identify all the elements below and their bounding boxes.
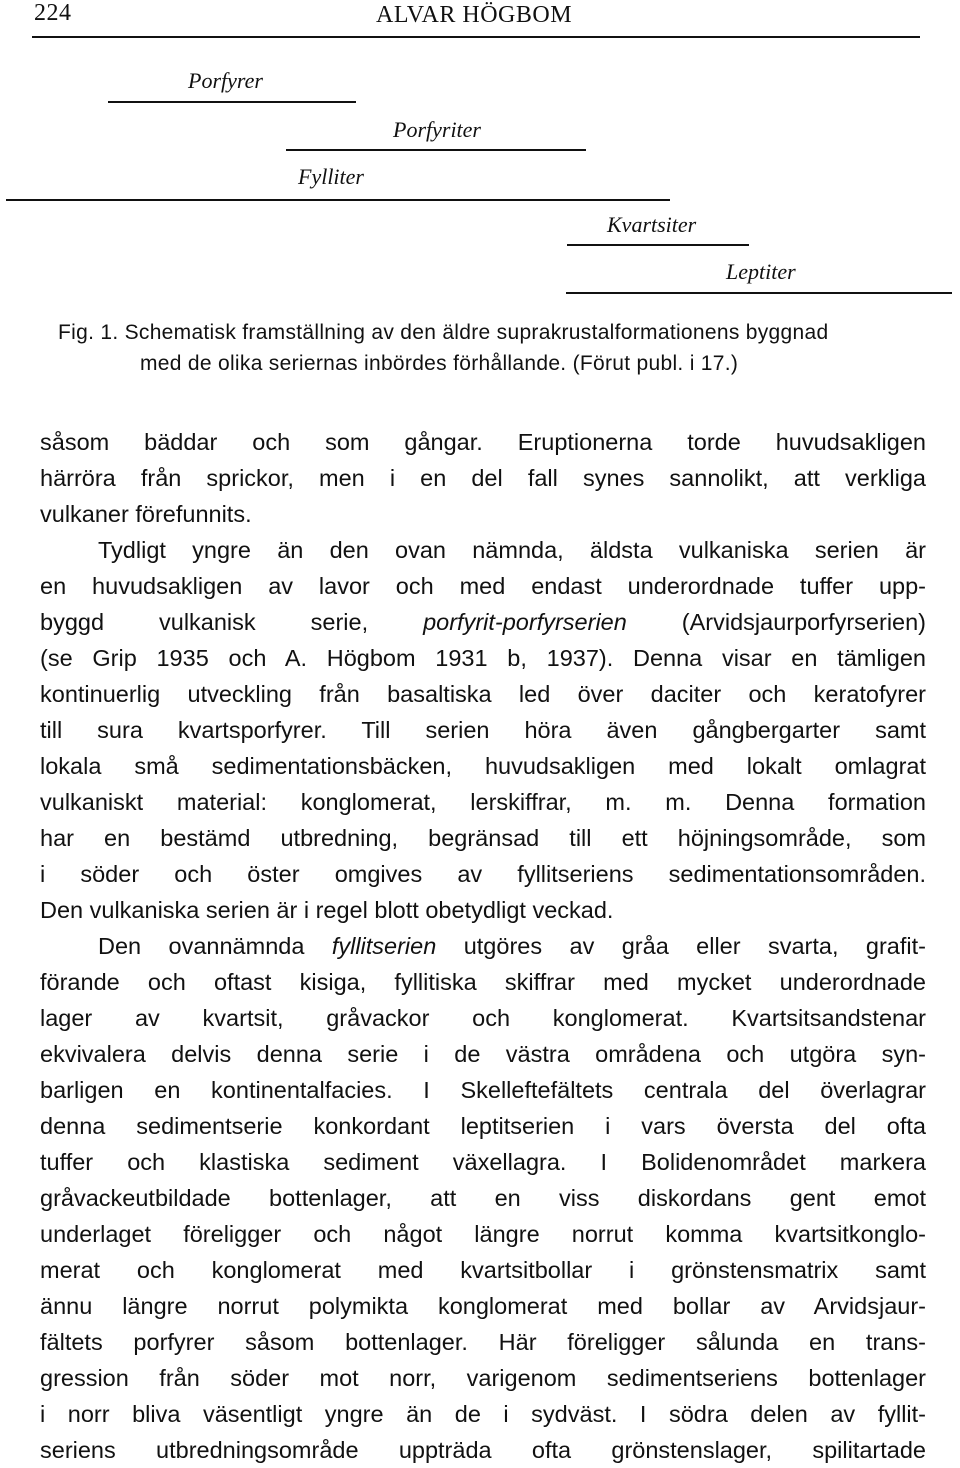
line-porfyrer (108, 101, 356, 103)
label-leptiter: Leptiter (726, 259, 796, 284)
text-line: fältets porfyrer såsom bottenlager. Här föreligger sålunda en trans- (40, 1329, 926, 1355)
text-line: såsom bäddar och som gångar. Eruptionerna torde huvudsakligen (40, 429, 926, 455)
text-line: vulkaner förefunnits. (40, 501, 252, 527)
text-line (40, 604, 926, 640)
text-line: vulkaniskt material: konglomerat, lerskiffrar, m. m. Denna formation (40, 789, 926, 815)
text-line: gression från söder mot norr, varigenom sedimentseriens bottenlager (40, 1365, 926, 1391)
text-line: seriens utbredningsområde uppträda ofta grönstenslager, spilitartade (40, 1437, 926, 1463)
text-line: barligen en kontinentalfacies. I Skelleftefältets centrala del överlagrar (40, 1077, 926, 1103)
text-line: till sura kvartsporfyrer. Till serien höra även gångbergarter samt (40, 717, 926, 743)
text-line: härröra från sprickor, men i en del fall synes sannolikt, att verkliga (40, 465, 926, 491)
text-line: Tydligt yngre än den ovan nämnda, äldsta vulkaniska serien är (98, 537, 926, 563)
text-line: Den vulkaniska serien är i regel blott obetydligt veckad. (40, 897, 614, 923)
page-number: 224 (34, 0, 72, 26)
text-line: i söder och öster omgives av fyllitseriens sedimentationsområden. (40, 861, 926, 887)
text-run: (Arvidsjaurporfyrserien) (626, 609, 927, 635)
running-head-author: ALVAR HÖGBOM (376, 2, 573, 28)
text-line: underlaget föreligger och något längre norrut komma kvartsitkonglo- (40, 1221, 926, 1247)
figure-caption-line-2: med de olika seriernas inbördes förhållande. (Förut publ. i 17.) (140, 352, 739, 375)
series-name-fyllitserien: fyllitserien (331, 933, 437, 959)
text-line: ännu längre norrut polymikta konglomerat med bollar av Arvidsjaur- (40, 1293, 926, 1319)
text-line: denna sedimentserie konkordant leptitserien i vars översta del ofta (40, 1113, 926, 1139)
line-porfyriter (286, 149, 586, 151)
text-line: gråvackeutbildade bottenlager, att en viss diskordans gent emot (40, 1185, 926, 1211)
text-line: en huvudsakligen av lavor och med endast underordnade tuffer upp- (40, 573, 926, 599)
text-line: i norr bliva väsentligt yngre än de i sydväst. I södra delen av fyllit- (40, 1401, 926, 1427)
figure-caption-line-1: Fig. 1. Schematisk framställning av den äldre suprakrustalformationens byggnad (58, 321, 829, 344)
line-fylliter (6, 199, 670, 201)
series-name-porfyrit-porfyrserien: porfyrit-porfyrserien (423, 609, 627, 635)
text-line: lokala små sedimentationsbäcken, huvudsakligen med lokalt omlagrat (40, 753, 926, 779)
text-run: Den ovannämnda (98, 933, 332, 959)
label-fylliter: Fylliter (298, 164, 364, 189)
line-kvartsiter (567, 244, 749, 246)
line-leptiter (566, 292, 952, 294)
text-run: utgöres av gråa eller svarta, grafit- (436, 933, 926, 959)
text-line (40, 928, 926, 964)
label-porfyrer: Porfyrer (188, 68, 263, 93)
text-line: ekvivalera delvis denna serie i de västra områdena och utgöra syn- (40, 1041, 926, 1067)
text-line: har en bestämd utbredning, begränsad till ett höjningsområde, som (40, 825, 926, 851)
body-text (40, 424, 926, 1468)
label-porfyriter: Porfyriter (393, 117, 481, 142)
text-line: (se Grip 1935 och A. Högbom 1931 b, 1937). Denna visar en tämligen (40, 645, 926, 671)
text-line: merat och konglomerat med kvartsitbollar i grönstensmatrix samt (40, 1257, 926, 1283)
text-line: förande och oftast kisiga, fyllitiska skiffrar med mycket underordnade (40, 969, 926, 995)
text-line: kontinuerlig utveckling från basaltiska led över daciter och keratofyrer (40, 681, 926, 707)
text-line: tuffer och klastiska sediment växellagra. I Bolidenområdet markera (40, 1149, 926, 1175)
label-kvartsiter: Kvartsiter (607, 212, 697, 237)
text-run: byggd vulkanisk serie, (40, 609, 424, 635)
header-rule (32, 36, 920, 38)
text-line: lager av kvartsit, gråvackor och konglomerat. Kvartsitsandstenar (40, 1005, 926, 1031)
